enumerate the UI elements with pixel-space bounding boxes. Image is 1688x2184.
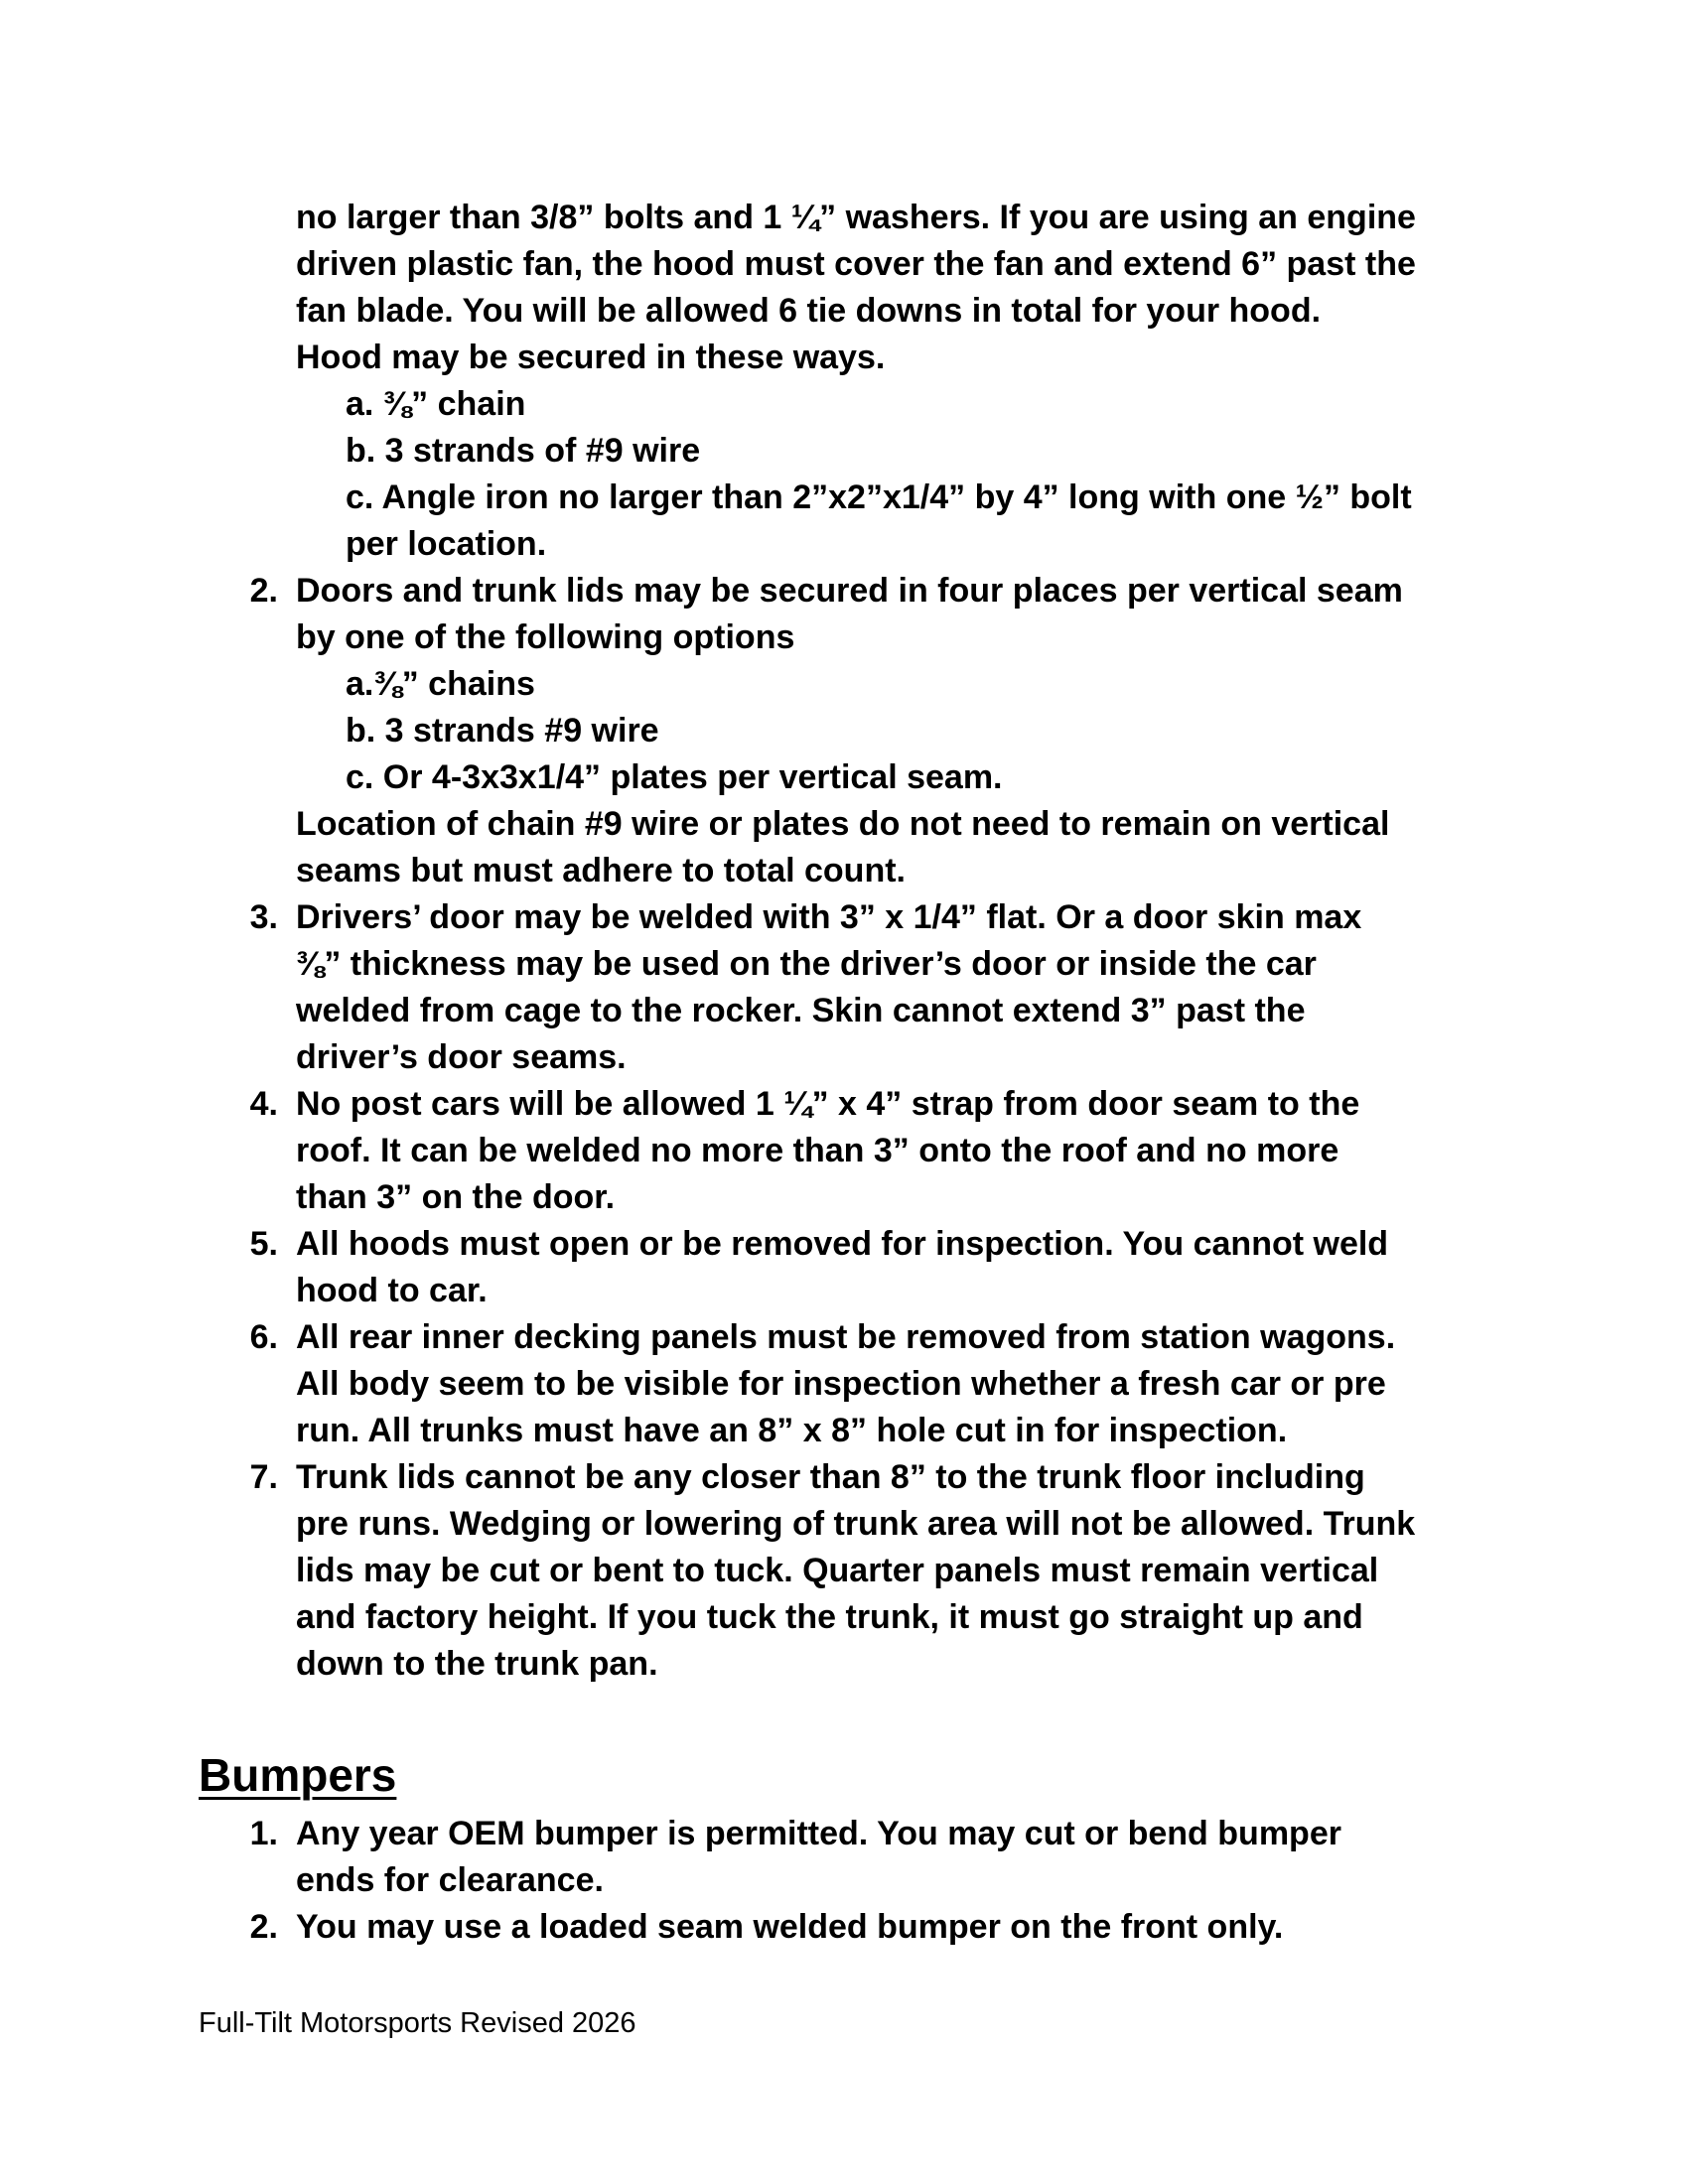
page-footer: Full-Tilt Motorsports Revised 2026 <box>199 2007 636 2039</box>
intro-line: Hood may be secured in these ways. <box>296 339 886 376</box>
rule-line: Drivers’ door may be welded with 3” x 1/4” flat. Or a door skin max <box>296 898 1362 936</box>
rule-line: lids may be cut or bent to tuck. Quarter panels must remain vertical <box>296 1552 1379 1589</box>
intro-line: no larger than 3/8” bolts and 1 ¼” washers. If you are using an engine <box>296 199 1416 236</box>
list-number: 5. <box>249 1225 278 1263</box>
bumper-rule-line: ends for clearance. <box>296 1861 604 1899</box>
rule-line: roof. It can be welded no more than 3” onto the roof and no more <box>296 1132 1339 1169</box>
list-number: 4. <box>249 1085 278 1123</box>
rule-line: hood to car. <box>296 1272 488 1309</box>
hood-option: c. Angle iron no larger than 2”x2”x1/4” by 4” long with one ½” bolt <box>346 478 1412 516</box>
rule-line: pre runs. Wedging or lowering of trunk area will not be allowed. Trunk <box>296 1505 1416 1543</box>
rule-line: by one of the following options <box>296 618 795 656</box>
list-number: 2. <box>249 572 278 610</box>
bumper-rule-line: Any year OEM bumper is permitted. You may cut or bend bumper <box>296 1815 1341 1852</box>
rule-line: driver’s door seams. <box>296 1038 627 1076</box>
door-option: c. Or 4-3x3x1/4” plates per vertical seam. <box>346 758 1003 796</box>
rule-line: ⅜” thickness may be used on the driver’s door or inside the car <box>296 945 1317 983</box>
rule-line: seams but must adhere to total count. <box>296 852 906 889</box>
list-number: 6. <box>249 1318 278 1356</box>
rule-line: run. All trunks must have an 8” x 8” hole cut in for inspection. <box>296 1412 1288 1449</box>
rule-line: All hoods must open or be removed for inspection. You cannot weld <box>296 1225 1389 1263</box>
hood-option: a. ⅜” chain <box>346 385 526 423</box>
rule-line: Location of chain #9 wire or plates do not need to remain on vertical <box>296 805 1390 843</box>
rule-line: Trunk lids cannot be any closer than 8” to the trunk floor including <box>296 1458 1365 1496</box>
list-number: 2. <box>249 1908 278 1946</box>
rule-line: Doors and trunk lids may be secured in four places per vertical seam <box>296 572 1403 610</box>
rule-line: down to the trunk pan. <box>296 1645 658 1683</box>
list-number: 7. <box>249 1458 278 1496</box>
rule-line: welded from cage to the rocker. Skin cannot extend 3” past the <box>296 992 1306 1029</box>
rule-line: All rear inner decking panels must be removed from station wagons. <box>296 1318 1396 1356</box>
rule-line: All body seem to be visible for inspection whether a fresh car or pre <box>296 1365 1386 1403</box>
rule-line: No post cars will be allowed 1 ¼” x 4” strap from door seam to the <box>296 1085 1360 1123</box>
list-number: 1. <box>249 1815 278 1852</box>
rule-line: and factory height. If you tuck the trunk, it must go straight up and <box>296 1598 1363 1636</box>
intro-line: driven plastic fan, the hood must cover the fan and extend 6” past the <box>296 245 1416 283</box>
intro-line: fan blade. You will be allowed 6 tie downs in total for your hood. <box>296 292 1322 330</box>
section-heading-bumpers: Bumpers <box>199 1749 397 1801</box>
bumper-rule-line: You may use a loaded seam welded bumper on the front only. <box>296 1908 1284 1946</box>
hood-option: per location. <box>346 525 547 563</box>
rule-line: than 3” on the door. <box>296 1178 616 1216</box>
hood-option: b. 3 strands of #9 wire <box>346 432 701 470</box>
list-number: 3. <box>249 898 278 936</box>
door-option: a.⅜” chains <box>346 665 535 703</box>
door-option: b. 3 strands #9 wire <box>346 712 659 750</box>
